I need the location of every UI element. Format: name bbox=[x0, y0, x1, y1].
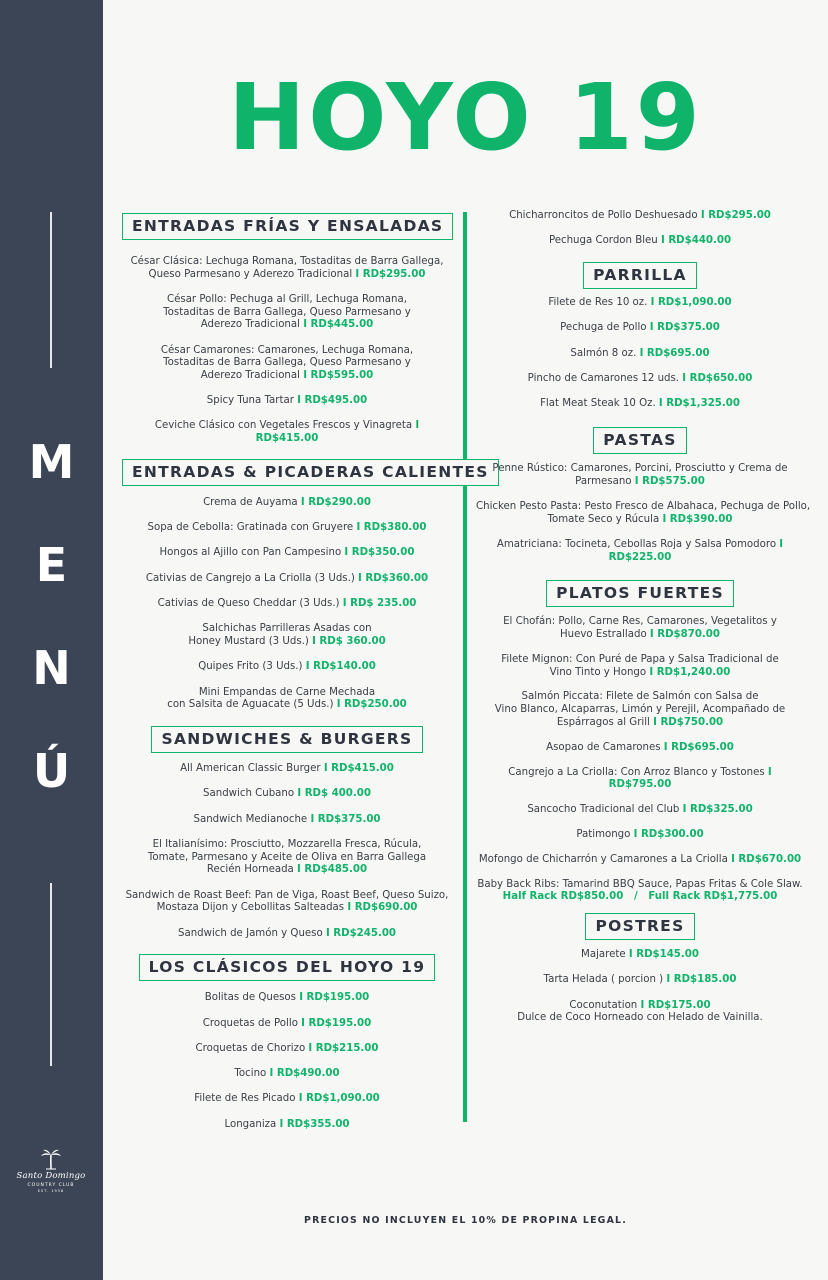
item-text: Sandwich Medianoche bbox=[193, 813, 311, 825]
menu-item bbox=[476, 974, 804, 987]
item-price: I RD$145.00 bbox=[628, 949, 699, 961]
item-text: Sandwich de Roast Beef: Pan de Viga, Roast Beef, Queso Suizo, bbox=[125, 889, 449, 901]
item-price: I RD$215.00 bbox=[308, 1042, 379, 1054]
logo-name: Santo Domingo bbox=[16, 1171, 86, 1181]
item-text: Tarta Helada ( porcion ) bbox=[543, 974, 667, 986]
item-text: Pechuga de Pollo bbox=[560, 322, 650, 334]
section-sandwiches bbox=[122, 726, 452, 940]
item-text: Spicy Tuna Tartar bbox=[206, 395, 298, 407]
section-heading: PLATOS FUERTES bbox=[546, 580, 734, 607]
menu-item bbox=[122, 992, 452, 1005]
menu-item bbox=[476, 829, 804, 842]
menu-item bbox=[476, 500, 811, 526]
item-price: I RD$195.00 bbox=[301, 1017, 372, 1029]
item-price: I RD$375.00 bbox=[649, 322, 720, 334]
item-text: Pincho de Camarones 12 uds. bbox=[527, 372, 683, 384]
footer-note: PRECIOS NO INCLUYEN EL 10% DE PROPINA LEGAL. bbox=[304, 1215, 627, 1226]
item-text: All American Classic Burger bbox=[180, 762, 324, 774]
menu-item bbox=[122, 522, 452, 535]
item-text: Sandwich de Jamón y Queso bbox=[178, 927, 326, 939]
item-price: I RD$595.00 bbox=[303, 369, 374, 381]
item-text: César Pollo: Pechuga al Grill, Lechuga Romana, bbox=[167, 293, 407, 305]
item-text: Asopao de Camarones bbox=[546, 741, 664, 753]
item-price: I RD$415.00 bbox=[323, 762, 394, 774]
palm-tree-icon bbox=[38, 1148, 64, 1170]
menu-letter: E bbox=[35, 538, 68, 592]
menu-item bbox=[122, 1119, 452, 1132]
item-text: Tomate, Parmesano y Aceite de Oliva en Barra Gallega bbox=[147, 851, 427, 863]
menu-item bbox=[122, 420, 452, 445]
menu-item bbox=[122, 294, 452, 332]
menu-item bbox=[476, 654, 804, 679]
item-price: I RD$795.00 bbox=[608, 766, 772, 791]
item-text: Amatriciana: Tocineta, Cebollas Roja y Salsa Pomodoro bbox=[496, 538, 780, 550]
item-price: I RD$185.00 bbox=[666, 974, 737, 986]
sidebar bbox=[0, 0, 103, 1280]
section-parrilla bbox=[476, 262, 804, 411]
menu-letter: M bbox=[28, 435, 75, 489]
item-price: I RD$495.00 bbox=[297, 395, 368, 407]
item-text: Penne Rústico: Camarones, Porcini, Prosciutto y Crema de bbox=[492, 462, 788, 474]
section-heading: PASTAS bbox=[593, 427, 686, 454]
menu-item bbox=[476, 348, 804, 361]
item-text: Pechuga Cordon Bleu bbox=[548, 235, 661, 247]
item-price: I RD$175.00 bbox=[640, 999, 711, 1011]
item-text: Quipes Frito (3 Uds.) bbox=[198, 661, 306, 673]
menu-item bbox=[476, 373, 804, 386]
item-text: Mofongo de Chicharrón y Camarones a La Criolla bbox=[478, 854, 732, 866]
section-entradas-calientes bbox=[122, 459, 489, 712]
menu-letter: N bbox=[32, 641, 71, 695]
item-price: I RD$485.00 bbox=[297, 864, 368, 876]
item-text: Tostaditas de Barra Gallega, Queso Parmesano y bbox=[163, 357, 411, 369]
item-price: I RD$225.00 bbox=[608, 538, 784, 563]
item-price: I RD$695.00 bbox=[663, 741, 734, 753]
menu-item bbox=[476, 767, 804, 792]
section-heading: POSTRES bbox=[585, 913, 694, 940]
item-text: Filete de Res Picado bbox=[194, 1093, 299, 1105]
item-text: Aderezo Tradicional bbox=[200, 319, 304, 331]
item-price: I RD$ 400.00 bbox=[297, 788, 371, 800]
item-text: Salmón 8 oz. bbox=[570, 347, 640, 359]
item-text: Longaniza bbox=[224, 1118, 280, 1130]
item-text: Crema de Auyama bbox=[203, 496, 301, 508]
item-description: Baby Back Ribs: Tamarind BBQ Sauce, Papas Fritas & Cole Slaw. bbox=[477, 878, 803, 890]
menu-item-coconutation bbox=[476, 1000, 804, 1025]
menu-item bbox=[122, 1093, 452, 1106]
item-name: Coconutation bbox=[569, 999, 641, 1011]
menu-item bbox=[476, 949, 804, 962]
item-text: Ceviche Clásico con Vegetales Frescos y Vinagreta bbox=[154, 420, 416, 432]
item-text: El Chofán: Pollo, Carne Res, Camarones, Vegetalitos y bbox=[503, 616, 777, 628]
item-price: I RD$380.00 bbox=[356, 522, 427, 534]
section-heading: ENTRADAS & PICADERAS CALIENTES bbox=[122, 459, 499, 486]
section-postres bbox=[476, 913, 804, 1025]
menu-item bbox=[122, 788, 452, 801]
menu-item bbox=[122, 814, 452, 827]
item-price: I RD$670.00 bbox=[731, 854, 802, 866]
item-price: I RD$295.00 bbox=[700, 210, 771, 221]
item-price: I RD$870.00 bbox=[649, 629, 720, 640]
item-price: I RD$140.00 bbox=[305, 661, 376, 673]
section-entradas-frias bbox=[122, 213, 452, 446]
left-column bbox=[122, 213, 489, 1131]
item-price: I RD$375.00 bbox=[310, 813, 381, 825]
sidebar-divider-bottom bbox=[50, 883, 52, 1066]
menu-item bbox=[476, 616, 804, 641]
item-text: Flat Meat Steak 10 Oz. bbox=[540, 398, 659, 410]
menu-item bbox=[122, 623, 452, 648]
item-text: César Camarones: Camarones, Lechuga Romana, bbox=[160, 344, 414, 356]
item-text: Cativias de Cangrejo a La Criolla (3 Uds.) bbox=[145, 572, 359, 584]
item-price: I RD$1,240.00 bbox=[649, 666, 731, 678]
item-price: I RD$ 360.00 bbox=[312, 635, 386, 647]
item-text: Chicken Pesto Pasta: Pesto Fresco de Albahaca, Pechuga de Pollo, bbox=[476, 500, 811, 512]
item-price: I RD$695.00 bbox=[639, 347, 710, 359]
item-text: Hongos al Ajillo con Pan Campesino bbox=[159, 547, 345, 559]
item-text: Espárragos al Grill bbox=[556, 716, 654, 728]
item-text: César Clásica: Lechuga Romana, Tostaditas de Barra Gallega, bbox=[130, 256, 444, 267]
sidebar-divider-top bbox=[50, 212, 52, 368]
section-platos-fuertes bbox=[476, 580, 804, 904]
item-price: I RD$415.00 bbox=[255, 420, 420, 445]
item-text: Parmesano bbox=[575, 475, 635, 487]
page-title: HOYO 19 bbox=[228, 64, 703, 171]
menu-item bbox=[122, 890, 452, 915]
item-price: I RD$1,090.00 bbox=[650, 297, 732, 308]
item-text: con Salsita de Aguacate (5 Uds.) bbox=[167, 699, 337, 711]
item-price: I RD$300.00 bbox=[633, 829, 704, 841]
logo-subtitle: COUNTRY CLUB bbox=[27, 1183, 75, 1188]
section-heading: LOS CLÁSICOS DEL HOYO 19 bbox=[139, 954, 436, 981]
item-price: I RD$295.00 bbox=[355, 268, 426, 280]
menu-item bbox=[122, 687, 452, 712]
menu-item bbox=[122, 1043, 452, 1056]
item-text: Sandwich Cubano bbox=[203, 788, 298, 800]
item-price: I RD$650.00 bbox=[682, 372, 753, 384]
menu-item bbox=[476, 398, 804, 411]
menu-item bbox=[476, 210, 804, 223]
item-text: Mini Empandas de Carne Mechada bbox=[198, 686, 376, 698]
item-price: I RD$290.00 bbox=[300, 496, 371, 508]
item-price: I RD$250.00 bbox=[336, 699, 407, 711]
item-price: I RD$440.00 bbox=[661, 235, 732, 247]
menu-item bbox=[122, 1068, 452, 1081]
item-price: I RD$690.00 bbox=[347, 902, 418, 914]
menu-item bbox=[122, 839, 452, 877]
right-column bbox=[476, 210, 811, 1025]
item-text: Patimongo bbox=[576, 829, 634, 841]
item-text: Majarete bbox=[581, 949, 629, 961]
menu-letter: Ú bbox=[32, 744, 71, 798]
item-text: Chicharroncitos de Pollo Deshuesado bbox=[509, 210, 701, 221]
menu-item bbox=[122, 345, 452, 383]
section-clasicos bbox=[122, 954, 452, 1131]
item-price-half: Half Rack RD$850.00 bbox=[502, 891, 624, 903]
item-text: Cangrejo a La Criolla: Con Arroz Blanco y Tostones bbox=[508, 766, 768, 778]
item-price: I RD$355.00 bbox=[279, 1118, 350, 1130]
item-price-full: Full Rack RD$1,775.00 bbox=[648, 891, 778, 903]
item-text: Sancocho Tradicional del Club bbox=[527, 804, 683, 816]
item-price: I RD$750.00 bbox=[653, 716, 724, 728]
item-price: I RD$445.00 bbox=[303, 319, 374, 331]
menu-item bbox=[122, 928, 452, 941]
menu-item bbox=[122, 661, 452, 674]
item-text: Bolitas de Quesos bbox=[204, 992, 300, 1004]
menu-item bbox=[122, 497, 452, 510]
item-description: Dulce de Coco Horneado con Helado de Vainilla. bbox=[517, 1012, 763, 1024]
menu-item bbox=[476, 854, 804, 867]
price-separator: / bbox=[633, 891, 638, 903]
item-text: Salchichas Parrilleras Asadas con bbox=[202, 623, 372, 635]
menu-item bbox=[476, 235, 804, 248]
item-text: Vino Blanco, Alcaparras, Limón y Perejil, Acompañado de bbox=[494, 704, 786, 716]
club-logo bbox=[8, 1148, 94, 1193]
item-text: Tocino bbox=[234, 1068, 270, 1080]
item-text: Salmón Piccata: Filete de Salmón con Salsa de bbox=[521, 691, 759, 703]
menu-item bbox=[476, 691, 804, 729]
menu-item bbox=[122, 763, 452, 776]
menu-vertical-title bbox=[0, 425, 103, 837]
item-price: I RD$325.00 bbox=[682, 804, 753, 816]
item-price: I RD$195.00 bbox=[299, 992, 370, 1004]
menu-item bbox=[476, 539, 804, 564]
item-text: Honey Mustard (3 Uds.) bbox=[188, 635, 313, 647]
column-divider bbox=[463, 212, 467, 1122]
menu-item bbox=[476, 322, 804, 335]
item-price: I RD$1,325.00 bbox=[658, 398, 740, 410]
item-price: I RD$490.00 bbox=[269, 1068, 340, 1080]
item-price: I RD$575.00 bbox=[634, 475, 705, 487]
item-text: Croquetas de Chorizo bbox=[195, 1042, 309, 1054]
item-text: Recién Horneada bbox=[206, 864, 298, 876]
item-text: Filete Mignon: Con Puré de Papa y Salsa Tradicional de bbox=[501, 653, 779, 665]
menu-item bbox=[122, 256, 452, 281]
item-price: I RD$245.00 bbox=[325, 927, 396, 939]
menu-item bbox=[476, 463, 804, 488]
item-text: Tomate Seco y Rúcula bbox=[547, 513, 663, 525]
item-text: Cativias de Queso Cheddar (3 Uds.) bbox=[157, 597, 343, 609]
section-heading: SANDWICHES & BURGERS bbox=[151, 726, 422, 753]
item-text: Queso Parmesano y Aderezo Tradicional bbox=[148, 268, 356, 280]
section-pastas bbox=[476, 427, 811, 564]
menu-item bbox=[122, 547, 452, 560]
item-text: Mostaza Dijon y Cebollitas Salteadas bbox=[156, 902, 348, 914]
item-text: Filete de Res 10 oz. bbox=[548, 297, 651, 308]
item-text: Aderezo Tradicional bbox=[200, 369, 304, 381]
menu-item bbox=[476, 804, 804, 817]
menu-item bbox=[122, 395, 452, 408]
menu-item bbox=[122, 1018, 452, 1031]
section-heading: PARRILLA bbox=[583, 262, 697, 289]
item-text: Croquetas de Pollo bbox=[202, 1017, 302, 1029]
item-text: El Italianísimo: Prosciutto, Mozzarella Fresca, Rúcula, bbox=[152, 838, 422, 850]
menu-item bbox=[476, 297, 804, 310]
item-price: I RD$1,090.00 bbox=[298, 1093, 380, 1105]
menu-item-baby-back-ribs bbox=[476, 879, 804, 904]
item-price: I RD$350.00 bbox=[344, 547, 415, 559]
item-price: I RD$360.00 bbox=[358, 572, 429, 584]
menu-item bbox=[122, 573, 452, 586]
logo-established: EST. 1938 bbox=[37, 1189, 65, 1193]
item-text: Vino Tinto y Hongo bbox=[549, 666, 650, 678]
item-price: I RD$ 235.00 bbox=[342, 597, 417, 609]
item-price: I RD$390.00 bbox=[662, 513, 733, 525]
menu-item bbox=[476, 742, 804, 755]
item-text: Huevo Estrallado bbox=[560, 629, 650, 640]
menu-item bbox=[122, 598, 452, 611]
item-text: Tostaditas de Barra Gallega, Queso Parmesano y bbox=[163, 306, 411, 318]
item-text: Sopa de Cebolla: Gratinada con Gruyere bbox=[147, 522, 357, 534]
section-heading: ENTRADAS FRÍAS Y ENSALADAS bbox=[122, 213, 453, 240]
